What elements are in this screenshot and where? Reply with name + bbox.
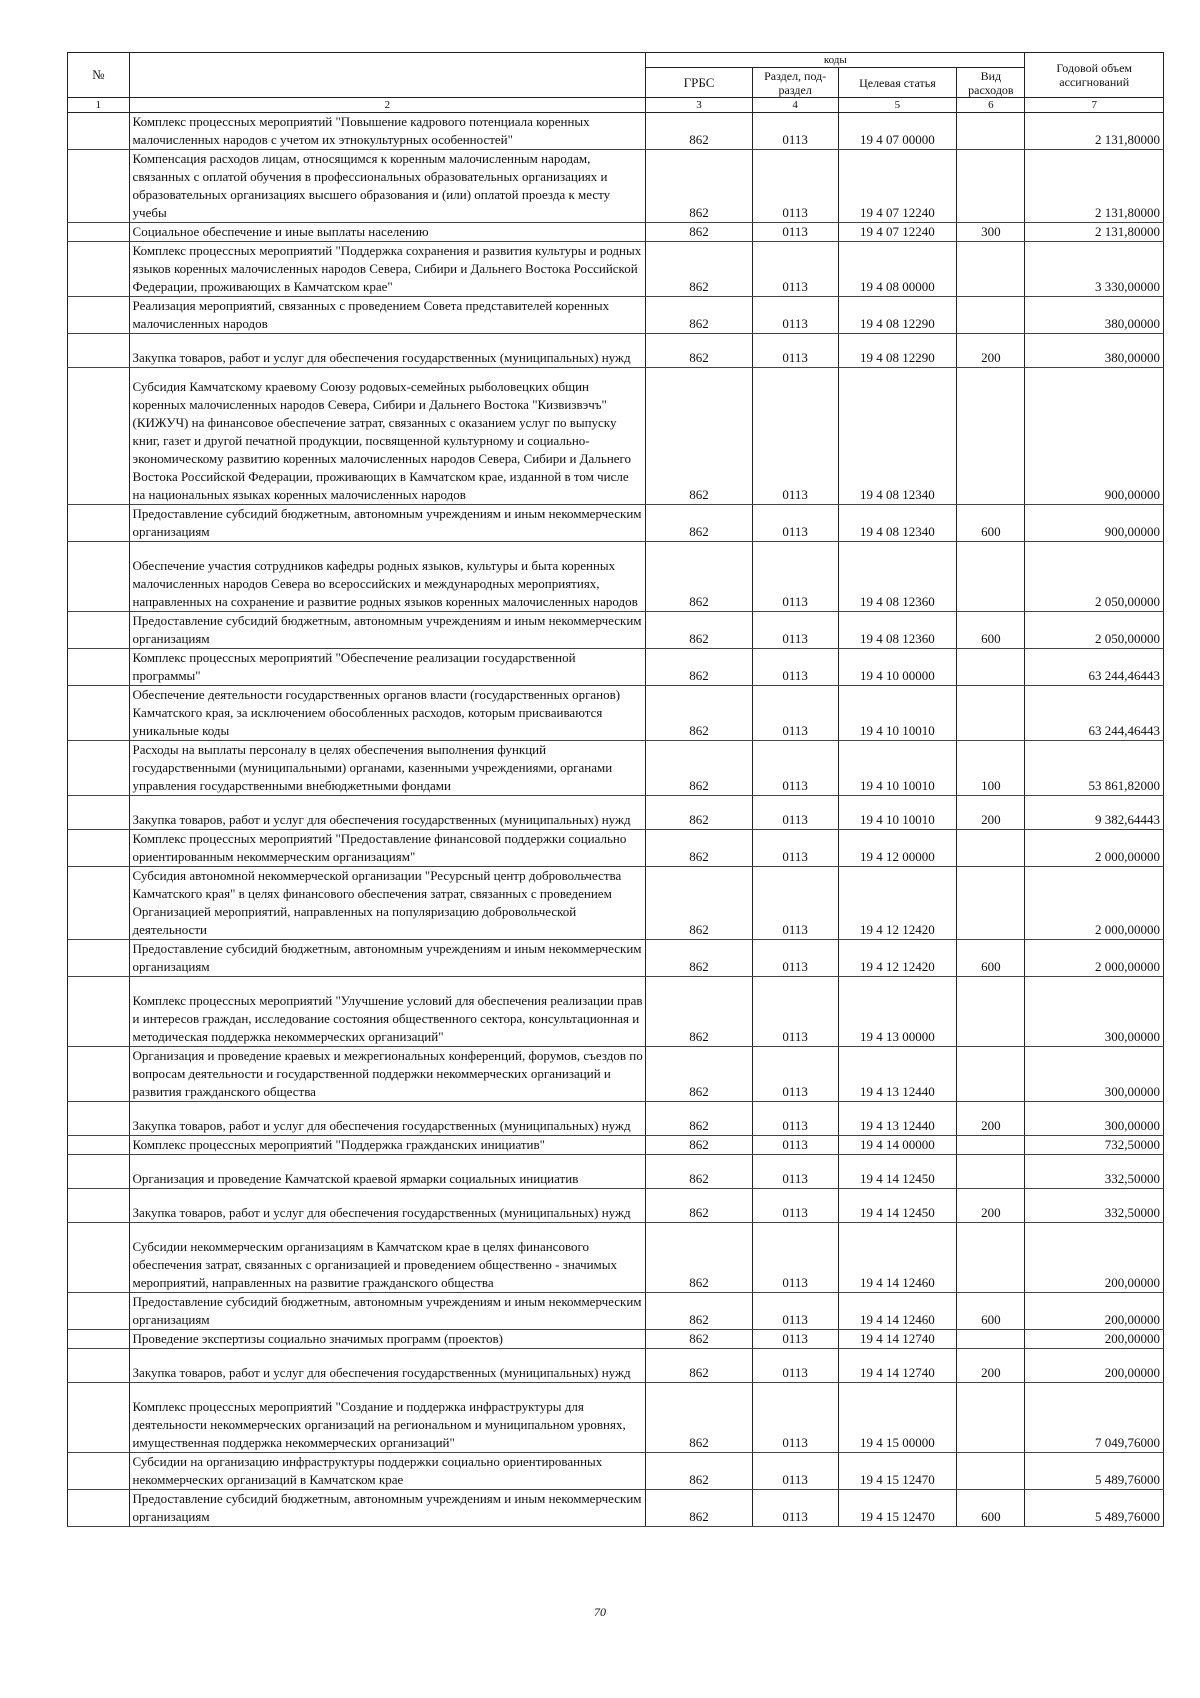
row-number-cell — [68, 1155, 130, 1189]
row-amount: 332,50000 — [1025, 1155, 1164, 1189]
table-row — [68, 830, 1164, 867]
table-row — [68, 1223, 1164, 1293]
row-razdel: 0113 — [752, 796, 838, 830]
row-number-cell — [68, 1330, 130, 1349]
row-grbs: 862 — [646, 1490, 753, 1527]
row-razdel: 0113 — [752, 1136, 838, 1155]
row-amount: 300,00000 — [1025, 1047, 1164, 1102]
row-tselevaya: 19 4 08 12340 — [838, 368, 957, 505]
table-row — [68, 113, 1164, 150]
row-razdel: 0113 — [752, 830, 838, 867]
row-number-cell — [68, 612, 130, 649]
row-tselevaya: 19 4 10 10010 — [838, 741, 957, 796]
row-amount: 332,50000 — [1025, 1189, 1164, 1223]
row-amount: 5 489,76000 — [1025, 1453, 1164, 1490]
table-row — [68, 297, 1164, 334]
row-grbs: 862 — [646, 334, 753, 368]
row-amount: 2 000,00000 — [1025, 940, 1164, 977]
budget-table-sheet — [67, 52, 1164, 1527]
row-tselevaya: 19 4 14 00000 — [838, 1136, 957, 1155]
row-number-cell — [68, 1349, 130, 1383]
row-number-cell — [68, 368, 130, 505]
table-row — [68, 1155, 1164, 1189]
row-razdel: 0113 — [752, 1189, 838, 1223]
header-no: № — [68, 53, 130, 98]
row-razdel: 0113 — [752, 505, 838, 542]
row-amount: 2 131,80000 — [1025, 113, 1164, 150]
row-name: Социальное обеспечение и иные выплаты населению — [129, 223, 646, 242]
row-vid — [957, 242, 1025, 297]
row-amount: 300,00000 — [1025, 977, 1164, 1047]
table-row — [68, 867, 1164, 940]
row-tselevaya: 19 4 14 12460 — [838, 1223, 957, 1293]
row-tselevaya: 19 4 07 00000 — [838, 113, 957, 150]
table-row — [68, 223, 1164, 242]
row-number-cell — [68, 796, 130, 830]
row-tselevaya: 19 4 08 12290 — [838, 334, 957, 368]
row-tselevaya: 19 4 14 12740 — [838, 1349, 957, 1383]
column-number-2: 2 — [129, 98, 646, 113]
row-grbs: 862 — [646, 1189, 753, 1223]
row-vid: 600 — [957, 1490, 1025, 1527]
table-row — [68, 542, 1164, 612]
row-tselevaya: 19 4 08 12290 — [838, 297, 957, 334]
row-number-cell — [68, 741, 130, 796]
row-grbs: 862 — [646, 977, 753, 1047]
row-vid: 600 — [957, 940, 1025, 977]
column-number-row — [68, 98, 1164, 113]
table-row — [68, 1383, 1164, 1453]
row-vid — [957, 1155, 1025, 1189]
row-razdel: 0113 — [752, 686, 838, 741]
row-razdel: 0113 — [752, 1349, 838, 1383]
row-vid: 200 — [957, 1102, 1025, 1136]
row-vid — [957, 1383, 1025, 1453]
table-row — [68, 334, 1164, 368]
row-tselevaya: 19 4 10 10010 — [838, 686, 957, 741]
row-razdel: 0113 — [752, 150, 838, 223]
row-razdel: 0113 — [752, 977, 838, 1047]
row-amount: 380,00000 — [1025, 297, 1164, 334]
row-amount: 200,00000 — [1025, 1223, 1164, 1293]
row-razdel: 0113 — [752, 297, 838, 334]
table-row — [68, 649, 1164, 686]
row-amount: 53 861,82000 — [1025, 741, 1164, 796]
row-number-cell — [68, 542, 130, 612]
row-name: Реализация мероприятий, связанных с проведением Совета представителей коренных малочисленных народов — [129, 297, 646, 334]
row-razdel: 0113 — [752, 1223, 838, 1293]
row-number-cell — [68, 1223, 130, 1293]
row-grbs: 862 — [646, 741, 753, 796]
table-row — [68, 1102, 1164, 1136]
row-razdel: 0113 — [752, 368, 838, 505]
row-number-cell — [68, 830, 130, 867]
row-grbs: 862 — [646, 686, 753, 741]
column-number-5: 5 — [838, 98, 957, 113]
row-name: Обеспечение участия сотрудников кафедры родных языков, культуры и быта коренных малочисленных народов Севера во всероссийских и международных мероприятиях, направленных на сохранение и развитие родных языков коренных малочисленных народов — [129, 542, 646, 612]
row-vid — [957, 1136, 1025, 1155]
table-row — [68, 368, 1164, 505]
row-tselevaya: 19 4 07 12240 — [838, 150, 957, 223]
row-amount: 2 050,00000 — [1025, 612, 1164, 649]
row-vid — [957, 113, 1025, 150]
column-number-4: 4 — [752, 98, 838, 113]
row-razdel: 0113 — [752, 649, 838, 686]
row-vid: 200 — [957, 1349, 1025, 1383]
row-name: Субсидии на организацию инфраструктуры поддержки социально ориентированных некоммерческих организаций в Камчатском крае — [129, 1453, 646, 1490]
row-vid — [957, 1330, 1025, 1349]
row-vid — [957, 1047, 1025, 1102]
row-grbs: 862 — [646, 113, 753, 150]
row-number-cell — [68, 505, 130, 542]
row-razdel: 0113 — [752, 1155, 838, 1189]
row-tselevaya: 19 4 12 12420 — [838, 940, 957, 977]
row-name: Обеспечение деятельности государственных органов власти (государственных органов) Камчатского края, за исключением обособленных расходов, которым присваиваются уникальные коды — [129, 686, 646, 741]
row-vid — [957, 150, 1025, 223]
row-grbs: 862 — [646, 150, 753, 223]
row-vid: 300 — [957, 223, 1025, 242]
row-name: Закупка товаров, работ и услуг для обеспечения государственных (муниципальных) нужд — [129, 1102, 646, 1136]
row-grbs: 862 — [646, 223, 753, 242]
row-amount: 732,50000 — [1025, 1136, 1164, 1155]
header-codes: коды — [646, 53, 1025, 68]
row-grbs: 862 — [646, 1155, 753, 1189]
row-name: Комплекс процессных мероприятий "Создание и поддержка инфраструктуры для деятельности некоммерческих организаций на региональном и муниципальном уровнях, имущественная поддержка некоммерческих организаций" — [129, 1383, 646, 1453]
row-amount: 200,00000 — [1025, 1293, 1164, 1330]
row-tselevaya: 19 4 10 10010 — [838, 796, 957, 830]
row-amount: 5 489,76000 — [1025, 1490, 1164, 1527]
row-vid: 200 — [957, 334, 1025, 368]
row-amount: 3 330,00000 — [1025, 242, 1164, 297]
row-razdel: 0113 — [752, 1383, 838, 1453]
row-name: Закупка товаров, работ и услуг для обеспечения государственных (муниципальных) нужд — [129, 796, 646, 830]
row-vid — [957, 1453, 1025, 1490]
row-number-cell — [68, 686, 130, 741]
row-vid — [957, 368, 1025, 505]
table-row — [68, 505, 1164, 542]
row-tselevaya: 19 4 13 12440 — [838, 1102, 957, 1136]
row-amount: 2 000,00000 — [1025, 830, 1164, 867]
table-row — [68, 1189, 1164, 1223]
table-row — [68, 242, 1164, 297]
row-number-cell — [68, 334, 130, 368]
header-tselevaya: Целевая статья — [838, 68, 957, 98]
table-row — [68, 977, 1164, 1047]
row-tselevaya: 19 4 12 00000 — [838, 830, 957, 867]
row-name: Закупка товаров, работ и услуг для обеспечения государственных (муниципальных) нужд — [129, 1349, 646, 1383]
row-grbs: 862 — [646, 542, 753, 612]
row-grbs: 862 — [646, 368, 753, 505]
row-vid: 100 — [957, 741, 1025, 796]
row-number-cell — [68, 223, 130, 242]
row-number-cell — [68, 1293, 130, 1330]
row-number-cell — [68, 867, 130, 940]
row-grbs: 862 — [646, 1453, 753, 1490]
row-vid — [957, 977, 1025, 1047]
row-number-cell — [68, 1453, 130, 1490]
column-number-7: 7 — [1025, 98, 1164, 113]
row-name: Закупка товаров, работ и услуг для обеспечения государственных (муниципальных) нужд — [129, 1189, 646, 1223]
row-grbs: 862 — [646, 796, 753, 830]
row-tselevaya: 19 4 14 12740 — [838, 1330, 957, 1349]
column-number-3: 3 — [646, 98, 753, 113]
row-tselevaya: 19 4 08 12360 — [838, 612, 957, 649]
row-razdel: 0113 — [752, 1453, 838, 1490]
row-grbs: 862 — [646, 940, 753, 977]
row-vid — [957, 542, 1025, 612]
row-grbs: 862 — [646, 1136, 753, 1155]
row-tselevaya: 19 4 10 00000 — [838, 649, 957, 686]
row-number-cell — [68, 113, 130, 150]
row-name: Предоставление субсидий бюджетным, автономным учреждениям и иным некоммерческим организациям — [129, 940, 646, 977]
row-amount: 2 131,80000 — [1025, 150, 1164, 223]
row-amount: 380,00000 — [1025, 334, 1164, 368]
row-amount: 900,00000 — [1025, 505, 1164, 542]
table-row — [68, 150, 1164, 223]
row-grbs: 862 — [646, 1330, 753, 1349]
header-grbs: ГРБС — [646, 68, 753, 98]
row-name: Организация и проведение краевых и межрегиональных конференций, форумов, съездов по вопросам деятельности и государственной поддержки некоммерческих организаций и развития гражданского общества — [129, 1047, 646, 1102]
row-grbs: 862 — [646, 297, 753, 334]
row-tselevaya: 19 4 07 12240 — [838, 223, 957, 242]
row-grbs: 862 — [646, 1383, 753, 1453]
row-name: Расходы на выплаты персоналу в целях обеспечения выполнения функций государственными (муниципальными) органами, казенными учреждениями, органами управления государственными внебюджетными фондами — [129, 741, 646, 796]
row-razdel: 0113 — [752, 113, 838, 150]
row-razdel: 0113 — [752, 242, 838, 297]
row-vid: 600 — [957, 612, 1025, 649]
row-grbs: 862 — [646, 242, 753, 297]
row-grbs: 862 — [646, 1349, 753, 1383]
row-name: Организация и проведение Камчатской краевой ярмарки социальных инициатив — [129, 1155, 646, 1189]
row-vid — [957, 1223, 1025, 1293]
row-number-cell — [68, 1490, 130, 1527]
row-grbs: 862 — [646, 867, 753, 940]
row-razdel: 0113 — [752, 1047, 838, 1102]
row-name: Предоставление субсидий бюджетным, автономным учреждениям и иным некоммерческим организациям — [129, 1490, 646, 1527]
row-amount: 200,00000 — [1025, 1330, 1164, 1349]
row-name: Субсидии некоммерческим организациям в Камчатском крае в целях финансового обеспечения затрат, связанных с организацией и проведением общественно - значимых мероприятий, направленных на развитие гражданского общества — [129, 1223, 646, 1293]
row-vid: 600 — [957, 1293, 1025, 1330]
row-number-cell — [68, 1047, 130, 1102]
row-grbs: 862 — [646, 505, 753, 542]
row-number-cell — [68, 297, 130, 334]
table-row — [68, 1136, 1164, 1155]
row-number-cell — [68, 1102, 130, 1136]
row-razdel: 0113 — [752, 1330, 838, 1349]
row-name: Комплекс процессных мероприятий "Поддержка гражданских инициатив" — [129, 1136, 646, 1155]
row-grbs: 862 — [646, 1102, 753, 1136]
row-number-cell — [68, 977, 130, 1047]
row-number-cell — [68, 649, 130, 686]
row-tselevaya: 19 4 08 00000 — [838, 242, 957, 297]
page-number: 70 — [594, 1605, 606, 1619]
row-tselevaya: 19 4 14 12450 — [838, 1155, 957, 1189]
row-number-cell — [68, 1189, 130, 1223]
row-tselevaya: 19 4 14 12460 — [838, 1293, 957, 1330]
row-amount: 9 382,64443 — [1025, 796, 1164, 830]
row-vid: 200 — [957, 1189, 1025, 1223]
row-amount: 2 131,80000 — [1025, 223, 1164, 242]
row-razdel: 0113 — [752, 334, 838, 368]
row-grbs: 862 — [646, 1223, 753, 1293]
row-number-cell — [68, 1136, 130, 1155]
header-godovoy: Годовой объем ассигнований — [1025, 53, 1164, 98]
row-tselevaya: 19 4 12 12420 — [838, 867, 957, 940]
row-name: Закупка товаров, работ и услуг для обеспечения государственных (муниципальных) нужд — [129, 334, 646, 368]
header-razdel: Раздел, под- раздел — [752, 68, 838, 98]
row-vid — [957, 649, 1025, 686]
row-amount: 300,00000 — [1025, 1102, 1164, 1136]
row-name: Компенсация расходов лицам, относящимся к коренным малочисленным народам, связанных с оплатой обучения в профессиональных образовательных организациях и образовательных организациях высшего образования и (или) оплатой проезда к месту учебы — [129, 150, 646, 223]
row-name: Комплекс процессных мероприятий "Повышение кадрового потенциала коренных малочисленных народов с учетом их этнокультурных особенностей" — [129, 113, 646, 150]
row-amount: 7 049,76000 — [1025, 1383, 1164, 1453]
row-grbs: 862 — [646, 1293, 753, 1330]
row-tselevaya: 19 4 08 12360 — [838, 542, 957, 612]
table-row — [68, 1047, 1164, 1102]
row-name: Предоставление субсидий бюджетным, автономным учреждениям и иным некоммерческим организациям — [129, 505, 646, 542]
row-amount: 63 244,46443 — [1025, 649, 1164, 686]
row-amount: 200,00000 — [1025, 1349, 1164, 1383]
row-grbs: 862 — [646, 830, 753, 867]
row-razdel: 0113 — [752, 612, 838, 649]
table-row — [68, 1330, 1164, 1349]
column-number-1: 1 — [68, 98, 130, 113]
row-amount: 2 050,00000 — [1025, 542, 1164, 612]
table-row — [68, 686, 1164, 741]
table-row — [68, 1490, 1164, 1527]
row-tselevaya: 19 4 15 00000 — [838, 1383, 957, 1453]
row-vid — [957, 867, 1025, 940]
row-vid — [957, 686, 1025, 741]
table-row — [68, 612, 1164, 649]
row-razdel: 0113 — [752, 940, 838, 977]
row-grbs: 862 — [646, 649, 753, 686]
row-name: Комплекс процессных мероприятий "Обеспечение реализации государственной программы" — [129, 649, 646, 686]
row-name: Проведение экспертизы социально значимых программ (проектов) — [129, 1330, 646, 1349]
row-razdel: 0113 — [752, 1490, 838, 1527]
row-name: Комплекс процессных мероприятий "Улучшение условий для обеспечения реализации прав и интересов граждан, исследование состояния общественного сектора, консультационная и методическая поддержка некоммерческих организаций" — [129, 977, 646, 1047]
table-row — [68, 1293, 1164, 1330]
row-tselevaya: 19 4 13 12440 — [838, 1047, 957, 1102]
row-grbs: 862 — [646, 612, 753, 649]
row-vid — [957, 297, 1025, 334]
row-tselevaya: 19 4 14 12450 — [838, 1189, 957, 1223]
row-amount: 2 000,00000 — [1025, 867, 1164, 940]
table-row — [68, 940, 1164, 977]
row-tselevaya: 19 4 13 00000 — [838, 977, 957, 1047]
row-razdel: 0113 — [752, 1293, 838, 1330]
row-vid: 200 — [957, 796, 1025, 830]
row-name: Субсидия Камчатскому краевому Союзу родовых-семейных рыболовецких общин коренных малочисленных народов Севера, Сибири и Дальнего Востока "Кизвизвэчъ" (КИЖУЧ) на финансовое обеспечение затрат, связанных с оказанием услуг по выпуску книг, газет и другой печатной продукции, посвященной культурному и социально-экономическому развитию коренных малочисленных народов Севера, Сибири и Дальнего Востока Российской Федерации, проживающих в Камчатском крае, изданной в том числе на национальных языках коренных малочисленных народов — [129, 368, 646, 505]
row-razdel: 0113 — [752, 542, 838, 612]
table-row — [68, 796, 1164, 830]
row-vid — [957, 830, 1025, 867]
row-razdel: 0113 — [752, 223, 838, 242]
row-razdel: 0113 — [752, 741, 838, 796]
table-row — [68, 1453, 1164, 1490]
table-body — [68, 113, 1164, 1527]
row-razdel: 0113 — [752, 867, 838, 940]
header-vid: Вид расходов — [957, 68, 1025, 98]
row-number-cell — [68, 242, 130, 297]
row-vid: 600 — [957, 505, 1025, 542]
row-tselevaya: 19 4 15 12470 — [838, 1453, 957, 1490]
row-number-cell — [68, 150, 130, 223]
row-amount: 900,00000 — [1025, 368, 1164, 505]
row-name: Комплекс процессных мероприятий "Предоставление финансовой поддержки социально ориентированным некоммерческим организациям" — [129, 830, 646, 867]
row-razdel: 0113 — [752, 1102, 838, 1136]
header-name — [129, 53, 646, 98]
row-grbs: 862 — [646, 1047, 753, 1102]
row-amount: 63 244,46443 — [1025, 686, 1164, 741]
row-name: Предоставление субсидий бюджетным, автономным учреждениям и иным некоммерческим организациям — [129, 612, 646, 649]
table-row — [68, 1349, 1164, 1383]
table-row — [68, 741, 1164, 796]
row-name: Комплекс процессных мероприятий "Поддержка сохранения и развития культуры и родных языков коренных малочисленных народов Севера, Сибири и Дальнего Востока Российской Федерации, проживающих в Камчатском крае" — [129, 242, 646, 297]
row-tselevaya: 19 4 15 12470 — [838, 1490, 957, 1527]
budget-table — [67, 52, 1164, 1527]
row-name: Субсидия автономной некоммерческой организации "Ресурсный центр добровольчества Камчатского края" в целях финансового обеспечения затрат, связанных с проведением Организацией мероприятий, направленных на популяризацию добровольческой деятельности — [129, 867, 646, 940]
row-tselevaya: 19 4 08 12340 — [838, 505, 957, 542]
row-number-cell — [68, 1383, 130, 1453]
row-name: Предоставление субсидий бюджетным, автономным учреждениям и иным некоммерческим организациям — [129, 1293, 646, 1330]
row-number-cell — [68, 940, 130, 977]
column-number-6: 6 — [957, 98, 1025, 113]
